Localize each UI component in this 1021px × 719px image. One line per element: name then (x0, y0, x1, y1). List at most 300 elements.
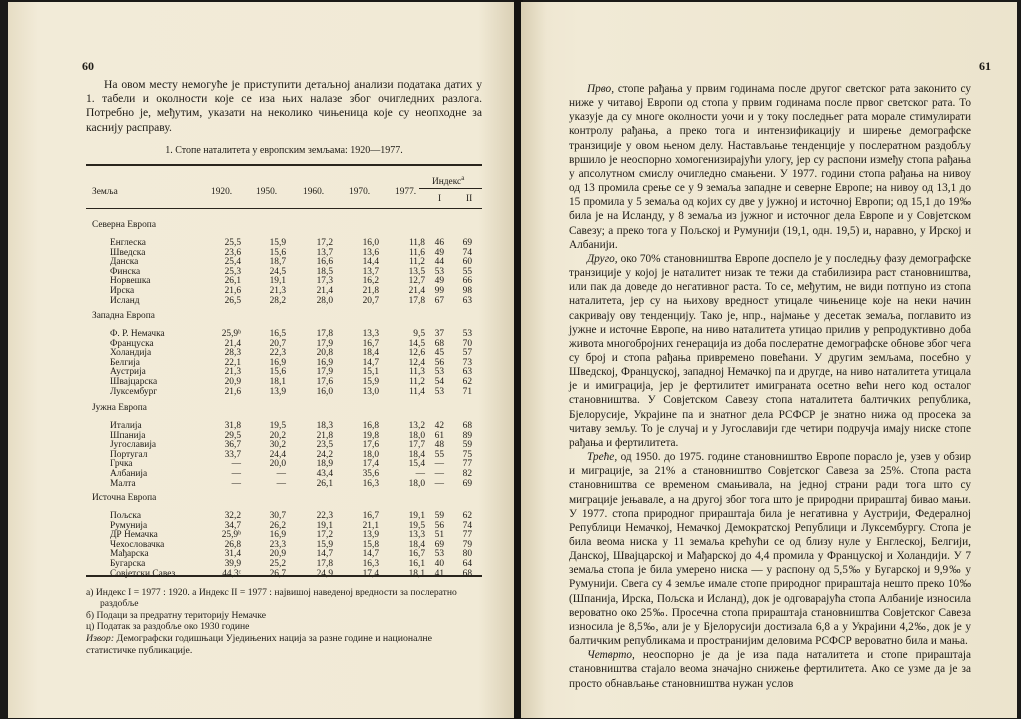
paragraph-first (569, 82, 971, 252)
rate-cell: 18,1 (269, 377, 286, 387)
paragraph-third (569, 450, 971, 648)
rate-cell: 17,9 (316, 338, 333, 349)
index-cell: 40 (434, 559, 444, 569)
index-cell: 69 (434, 539, 444, 550)
page-number: 60 (82, 59, 94, 73)
index-cell: 69 (462, 478, 472, 489)
rate-cell: 16,0 (316, 386, 333, 397)
rate-cell: 16,3 (362, 559, 379, 569)
source-text: Демографски годишњаци Уједињених нација за разне године и националне статистичке публикације. (86, 633, 433, 656)
rate-cell: 18,7 (269, 257, 286, 268)
index-cell: 56 (434, 357, 444, 368)
country-name: Шпанија (110, 430, 146, 441)
rate-cell: 18,1 (408, 568, 425, 579)
country-name: Пољска (110, 511, 142, 521)
header-index-mark: а (461, 174, 465, 182)
index-cell: — (434, 469, 444, 479)
country-name: Луксембург (110, 386, 158, 397)
table-caption: 1. Стопе наталитета у европским земљама: 1920—1977. (165, 145, 403, 156)
rate-cell: 16,7 (408, 549, 425, 560)
rate-cell: 26,5 (224, 295, 241, 306)
rate-cell: 22,3 (269, 348, 286, 359)
note-text: Подаци за предратну територију Немачке (96, 609, 267, 621)
rate-cell: 14,4 (362, 257, 379, 268)
index-cell: 53 (434, 386, 444, 397)
country-name: Албанија (110, 469, 148, 479)
rate-cell: 15,9 (316, 539, 333, 550)
table-row (86, 358, 482, 368)
table-rule-bottom (86, 575, 482, 577)
index-cell: 77 (462, 530, 472, 541)
table-row (86, 248, 482, 258)
table-rule-header (86, 208, 482, 209)
table-row (86, 286, 482, 296)
rate-cell: 17,6 (362, 440, 379, 451)
table-row (86, 511, 482, 521)
rate-cell: 17,4 (362, 568, 379, 579)
index-cell: 74 (462, 520, 472, 531)
index-cell: 71 (462, 386, 472, 397)
rate-cell: 23,6 (224, 247, 241, 258)
country-name: Италија (110, 421, 142, 431)
table-row (86, 387, 482, 397)
index-cell: 59 (462, 440, 472, 451)
index-cell: 68 (434, 338, 444, 349)
header-year-1960: 1960. (303, 187, 325, 197)
rate-cell: 24,9 (316, 568, 333, 579)
table-row (86, 479, 482, 489)
country-name: Совјетски Савез (110, 568, 176, 579)
rate-cell: 24,5 (269, 266, 286, 277)
rate-cell: 22,1 (224, 357, 241, 368)
header-index-label: Индекс (432, 177, 462, 188)
table-row (86, 431, 482, 441)
rate-cell: 20,0 (269, 459, 286, 470)
rate-cell: 20,9 (224, 377, 241, 387)
table-row (86, 377, 482, 387)
paragraph-fourth (569, 648, 971, 690)
rate-cell: 14,5 (408, 338, 425, 349)
rate-cell: 16,0 (362, 238, 379, 248)
rate-cell: — (231, 478, 241, 489)
index-cell: 46 (434, 238, 444, 248)
header-index-ii: II (466, 194, 473, 204)
rate-cell: 16,7 (362, 338, 379, 349)
rate-cell: 15,9 (269, 238, 286, 248)
rate-cell: 17,6 (316, 377, 333, 387)
section-heading: Источна Европа (92, 493, 157, 503)
index-cell: 67 (434, 295, 444, 306)
rate-cell: 31,8 (224, 421, 241, 431)
rate-cell: 25,2 (269, 559, 286, 569)
table-row (86, 540, 482, 550)
table-row (86, 348, 482, 358)
index-cell: 80 (462, 549, 472, 560)
table-row (86, 421, 482, 431)
rate-cell: 18,4 (408, 449, 425, 460)
rate-cell: 30,2 (269, 440, 286, 451)
index-cell: 37 (434, 329, 444, 339)
rate-cell: 17,9 (316, 367, 333, 378)
rate-cell: 11,2 (408, 377, 425, 387)
country-name: Данска (110, 257, 139, 268)
header-year-1970: 1970. (349, 187, 371, 197)
index-rule (419, 188, 482, 189)
rate-cell: 21,3 (269, 286, 286, 296)
rate-cell: 20,7 (269, 338, 286, 349)
index-cell: 62 (462, 511, 472, 521)
index-cell: 49 (434, 247, 444, 258)
table-row (86, 459, 482, 469)
rate-cell: 17,8 (316, 329, 333, 339)
rate-cell: 21,4 (316, 286, 333, 296)
index-cell: 68 (462, 568, 472, 579)
rate-cell: 17,8 (316, 559, 333, 569)
index-cell: 49 (434, 276, 444, 287)
country-name: Финска (110, 266, 141, 277)
note-mark: а) (86, 587, 94, 598)
rate-cell: 19,5 (269, 421, 286, 431)
rate-cell: 33,7 (224, 449, 241, 460)
index-cell: 55 (462, 266, 472, 277)
index-cell: 77 (462, 459, 472, 470)
rate-cell: 26,1 (316, 478, 333, 489)
paragraph-lead: Треће, (587, 451, 618, 464)
rate-cell: 26,8 (224, 539, 241, 550)
rate-cell: 39,9 (224, 559, 241, 569)
section-heading: Северна Европа (92, 220, 156, 230)
rate-cell: — (231, 459, 241, 470)
rate-cell: 43,4 (316, 469, 333, 479)
rate-cell: 21,4 (224, 338, 241, 349)
index-cell: 53 (434, 266, 444, 277)
rate-cell: 24,2 (316, 449, 333, 460)
section-heading: Западна Европа (92, 311, 155, 321)
rate-cell: 16,3 (362, 478, 379, 489)
rate-cell: 23,3 (269, 539, 286, 550)
index-cell: 64 (462, 559, 472, 569)
index-cell: 89 (462, 430, 472, 441)
note-b (86, 610, 482, 621)
country-name: Белгија (110, 357, 140, 368)
table-row (86, 276, 482, 286)
header-year-1950: 1950. (256, 187, 278, 197)
note-c (86, 621, 482, 632)
index-cell: 70 (462, 338, 472, 349)
rate-cell: 36,7 (224, 440, 241, 451)
index-cell: 62 (462, 377, 472, 387)
index-cell: 56 (434, 520, 444, 531)
rate-cell: 12,4 (408, 357, 425, 368)
paragraph-text: од 1950. до 1975. године становништво Европе порасло је, узев у обзир и миграције, за 21% а становништво Совјетског Савеза за 25%. Стопа раста становништва се временом смањивала, на једној страни ради тога што су миграције јењавале, а на другој због тога што је природни прираштај бивао мањи. У 1977. стопа природног прираштаја била је негативна у Аустрији, Федералној Републици Немачкој, Немачкој Демократској Републици и Луксембургу. Стопа је била веома ниска у 11 земаља крећући се од близу нуле у Енглеској, Белгији, Данској, Швајцарској и Мађарској до 4,4 промила у Француској и Холандији. У 7 земаља стопа је била умерено ниска — у распону од 5,5‰ у Бугарској и 9,9‰ у Румунији. Свега су 4 земље имале стопе природног прираштаја нешто преко 10‰ (Шпанија, Ирска, Пољска и Исланд), док је одговарајућа стопа Албаније износила вероватно око 25‰. Просечна стопа прираштаја становништва Совјетског Савеза износила је 8,5‰, али је у Бјелорусији достизала 6,8 а у Украјини 4,2‰, док је у балтичким републикама и пространијим деловима РСФСР вероватно била и мања. (569, 451, 972, 648)
paragraph-second (569, 252, 971, 450)
index-cell: — (434, 478, 444, 489)
rate-cell: 19,5 (408, 520, 425, 531)
country-name: Бугарска (110, 559, 146, 569)
index-cell: 42 (434, 421, 444, 431)
rate-cell: 16,9 (269, 530, 286, 541)
rate-cell: 17,7 (408, 440, 425, 451)
rate-cell: — (276, 469, 286, 479)
rate-cell: 17,3 (316, 276, 333, 287)
rate-cell: 26,2 (269, 520, 286, 531)
index-cell: 98 (462, 286, 472, 296)
country-name: Југославија (110, 440, 157, 451)
country-name: Норвешка (110, 276, 151, 287)
country-name: Чехословачка (110, 539, 165, 550)
rate-cell: 18,3 (316, 421, 333, 431)
rate-cell: 25,5 (224, 238, 241, 248)
rate-cell: 19,8 (362, 430, 379, 441)
note-text: Податак за раздобље око 1930 године (96, 621, 250, 633)
index-cell: 55 (434, 449, 444, 460)
country-name: Исланд (110, 295, 140, 306)
rate-cell: 23,5 (316, 440, 333, 451)
rate-cell: 30,7 (269, 511, 286, 521)
rate-cell: 11,4 (408, 386, 425, 397)
rate-cell: 18,4 (408, 539, 425, 550)
rate-cell: 18,0 (408, 430, 425, 441)
paragraph-lead: Четврто, (587, 649, 635, 662)
country-name: Португал (110, 449, 148, 460)
rate-cell: 16,8 (362, 421, 379, 431)
rate-cell: 18,9 (316, 459, 333, 470)
index-cell: 53 (462, 329, 472, 339)
rate-cell: 25,9ᵇ (221, 530, 241, 541)
rate-cell: 13,9 (269, 386, 286, 397)
rate-cell: 14,7 (316, 549, 333, 560)
table-rule-top (86, 164, 482, 166)
rate-cell: 20,9 (269, 549, 286, 560)
intro-paragraph: На овом месту немогуће је приступити детаљној анализи података датих у 1. табели и околности које се иза њих налазе због очигледних разлога. Потребно је, међутим, указати на неколико чињеница које су неопходне за каснију расправу. (86, 78, 482, 134)
index-cell: 48 (434, 440, 444, 451)
table-row (86, 296, 482, 306)
rate-cell: 21,4 (408, 286, 425, 296)
rate-cell: 26,1 (224, 276, 241, 287)
rate-cell: 11,6 (408, 247, 425, 258)
index-cell: 61 (434, 430, 444, 441)
header-year-1977: 1977. (395, 187, 417, 197)
index-cell: 51 (434, 530, 444, 541)
rate-cell: 29,5 (224, 430, 241, 441)
rate-cell: 13,9 (362, 530, 379, 541)
rate-cell: 16,9 (269, 357, 286, 368)
rate-cell: 12,6 (408, 348, 425, 359)
rate-cell: 16,6 (316, 257, 333, 268)
rate-cell: 17,2 (316, 530, 333, 541)
header-index (432, 174, 464, 187)
rate-cell: 20,2 (269, 430, 286, 441)
rate-cell: 25,3 (224, 266, 241, 277)
index-cell: 75 (462, 449, 472, 460)
rate-cell: 26,7 (269, 568, 286, 579)
country-name: Аустрија (110, 367, 146, 378)
rate-cell: 25,4 (224, 257, 241, 268)
rate-cell: 21,8 (316, 430, 333, 441)
index-cell: 59 (434, 511, 444, 521)
index-cell: 63 (462, 295, 472, 306)
rate-cell: 13,7 (316, 247, 333, 258)
table-row (86, 238, 482, 248)
rate-cell: 15,6 (269, 247, 286, 258)
rate-cell: 13,6 (362, 247, 379, 258)
country-name: Грчка (110, 459, 133, 470)
table-row (86, 267, 482, 277)
country-name: Француска (110, 338, 154, 349)
rate-cell: 18,5 (316, 266, 333, 277)
index-cell: 63 (462, 367, 472, 378)
note-mark: б) (86, 609, 95, 621)
country-name: Шведска (110, 247, 146, 258)
paragraph-text: стопе рађања у првим годинама после другог светског рата законито су ниже у читавој Европи од стопа у првим годинама после првог светског рата. То указује да су многе околности уочи и у току последњег рата морале стимулирати контролу рађања, а преко тога и интензификацију и ширење демографске транзиције у овом њеном делу. Настављање тенденције у послератном раздобљу вршило је неоспорно хомогенизирајући улогу, јер су распони између стопа рађања у апсолутном смислу очигледно смањени. У 1977. години стопа рађања на нивоу од 13 промила срење се у 9 земаља западне и северне Европе; на нивоу од 13,1 до 15 промила у 5 земаља од којих су две у јужној и источној Европи; од 15,1 до 19‰ била је на Исланду, у 8 земаља из јужног и источног дела Европе и у Совјетском Савезу; а преко тога у Пољској и Румунији (19,1, одн. 19,5) и, наравно, у Ирској и Албанији. (569, 83, 971, 251)
rate-cell: 16,9 (316, 357, 333, 368)
table-row (86, 559, 482, 569)
rate-cell: 25,9ᵇ (221, 329, 241, 339)
rate-cell: 12,7 (408, 276, 425, 287)
rate-cell: 17,8 (408, 295, 425, 306)
country-name: Малта (110, 478, 136, 489)
table-row (86, 469, 482, 479)
note-a (86, 587, 482, 610)
rate-cell: 16,2 (362, 276, 379, 287)
rate-cell: 13,0 (362, 386, 379, 397)
country-name: ДР Немачка (110, 530, 158, 541)
rate-cell: 11,2 (408, 257, 425, 268)
rate-cell: 17,2 (316, 238, 333, 248)
rate-cell: 11,3 (408, 367, 425, 378)
country-name: Мађарска (110, 549, 149, 560)
index-cell: 69 (462, 238, 472, 248)
rate-cell: 28,0 (316, 295, 333, 306)
country-name: Швајцарска (110, 377, 158, 387)
rate-cell: 21,6 (224, 286, 241, 296)
right-page (521, 2, 1017, 718)
country-name: Енглеска (110, 238, 146, 248)
index-cell: 66 (462, 276, 472, 287)
table-row (86, 530, 482, 540)
index-cell: 99 (434, 286, 444, 296)
rate-cell: — (276, 478, 286, 489)
table-notes (86, 587, 482, 633)
table-row (86, 257, 482, 267)
source-label: Извор: (86, 633, 115, 644)
rate-cell: 21,3 (224, 367, 241, 378)
rate-cell: 35,6 (362, 469, 379, 479)
header-index-i: I (438, 194, 442, 204)
rate-cell: — (415, 469, 425, 479)
rate-cell: 13,5 (408, 266, 425, 277)
index-cell: 73 (462, 357, 472, 368)
paragraph-text: око 70% становништва Европе доспело је у последњу фазу демографске транзиције у којој је наталитет низак те тежи да стабилизира раст становништва, или пак да доведе до негативног раста. То се, међутим, не види потпуно из стопа наталитета, јер су на њихову вредност утицале чињенице које на неки начин сакривају ову тенденцију. Тако је, нпр., најмање у десетак земаља, поглавито из јужне и источне Европе, на ниво наталитета утицао прилив у репродуктивно доба живота многобројних генерација из доба послератне демографске обнове због чега су број и стопа рађања привремено повећани. У другим земљама, посебно у Шведској, Француској, западној Немачкој па и другде, на ниво наталитета утицала је и имиграција, јер је фертилитет имиграната осетно већи него код осталог становништва. У Совјетском Савезу стопа наталитета балтичких република, Бјелорусије, Украјине па и знатног дела РСФСР је знатно нижа од просека за читаву земљу. То је случај и у Југославији где четири подручја имају ниске стопе рађања и фертилитета. (569, 252, 972, 449)
country-name: Румунија (110, 520, 148, 531)
table-row (86, 339, 482, 349)
left-page (8, 2, 516, 718)
rate-cell: 16,1 (408, 559, 425, 569)
country-name: Ф. Р. Немачка (110, 329, 165, 339)
rate-cell: — (231, 469, 241, 479)
rate-cell: 21,1 (362, 520, 379, 531)
index-cell: 68 (462, 421, 472, 431)
table-row (86, 450, 482, 460)
index-cell: 57 (462, 348, 472, 359)
rate-cell: 32,2 (224, 511, 241, 521)
rate-cell: 9,5 (413, 329, 425, 339)
rate-cell: 15,8 (362, 539, 379, 550)
rate-cell: 21,6 (224, 386, 241, 397)
rate-cell: 21,8 (362, 286, 379, 296)
table-row (86, 440, 482, 450)
index-cell: 45 (434, 348, 444, 359)
table-source (86, 633, 482, 657)
rate-cell: 24,4 (269, 449, 286, 460)
index-cell: 53 (434, 549, 444, 560)
rate-cell: 13,7 (362, 266, 379, 277)
rate-cell: 34,7 (224, 520, 241, 531)
table-row (86, 521, 482, 531)
country-name: Холандија (110, 348, 152, 359)
rate-cell: 18,0 (408, 478, 425, 489)
rate-cell: 13,2 (408, 421, 425, 431)
rate-cell: 22,3 (316, 511, 333, 521)
index-cell: — (434, 459, 444, 470)
index-cell: 54 (434, 377, 444, 387)
section-heading: Јужна Европа (92, 403, 147, 413)
note-text: Индекс I = 1977 : 1920. а Индекс II = 1977 : највишој наведеној вредности за послератно раздобље (95, 587, 457, 610)
rate-cell: 44,3ᶜ (222, 568, 241, 579)
rate-cell: 13,3 (408, 530, 425, 541)
index-cell: 53 (434, 367, 444, 378)
rate-cell: 19,1 (408, 511, 425, 521)
index-cell: 74 (462, 247, 472, 258)
rate-cell: 15,6 (269, 367, 286, 378)
table-row (86, 549, 482, 559)
index-cell: 44 (434, 257, 444, 268)
rate-cell: 15,1 (362, 367, 379, 378)
index-cell: 41 (434, 568, 444, 579)
page-number: 61 (979, 59, 991, 73)
index-cell: 82 (462, 469, 472, 479)
index-cell: 79 (462, 539, 472, 550)
note-mark: ц) (86, 621, 95, 633)
rate-cell: 19,1 (316, 520, 333, 531)
country-name: Ирска (110, 286, 135, 296)
rate-cell: 31,4 (224, 549, 241, 560)
rate-cell: 28,2 (269, 295, 286, 306)
paragraph-text: неоспорно је да је иза пада наталитета и стопе прираштаја становништва стајало веома значајно снижење фертилитета. Ако се узме да је за просто обнављање становништва нужан услов (569, 649, 971, 690)
rate-cell: 11,8 (408, 238, 425, 248)
rate-cell: 18,0 (362, 449, 379, 460)
rate-cell: 20,8 (316, 348, 333, 359)
rate-cell: 18,4 (362, 348, 379, 359)
rate-cell: 15,4 (408, 459, 425, 470)
rate-cell: 16,5 (269, 329, 286, 339)
rate-cell: 14,7 (362, 549, 379, 560)
rate-cell: 17,4 (362, 459, 379, 470)
header-country: Земља (92, 187, 118, 197)
rate-cell: 16,7 (362, 511, 379, 521)
table-row (86, 367, 482, 377)
index-cell: 60 (462, 257, 472, 268)
table-row (86, 329, 482, 339)
paragraph-lead: Друго, (587, 252, 618, 265)
rate-cell: 13,3 (362, 329, 379, 339)
rate-cell: 14,7 (362, 357, 379, 368)
rate-cell: 28,3 (224, 348, 241, 359)
body-text (569, 82, 971, 691)
rate-cell: 15,9 (362, 377, 379, 387)
rate-cell: 20,7 (362, 295, 379, 306)
rate-cell: 19,1 (269, 276, 286, 287)
